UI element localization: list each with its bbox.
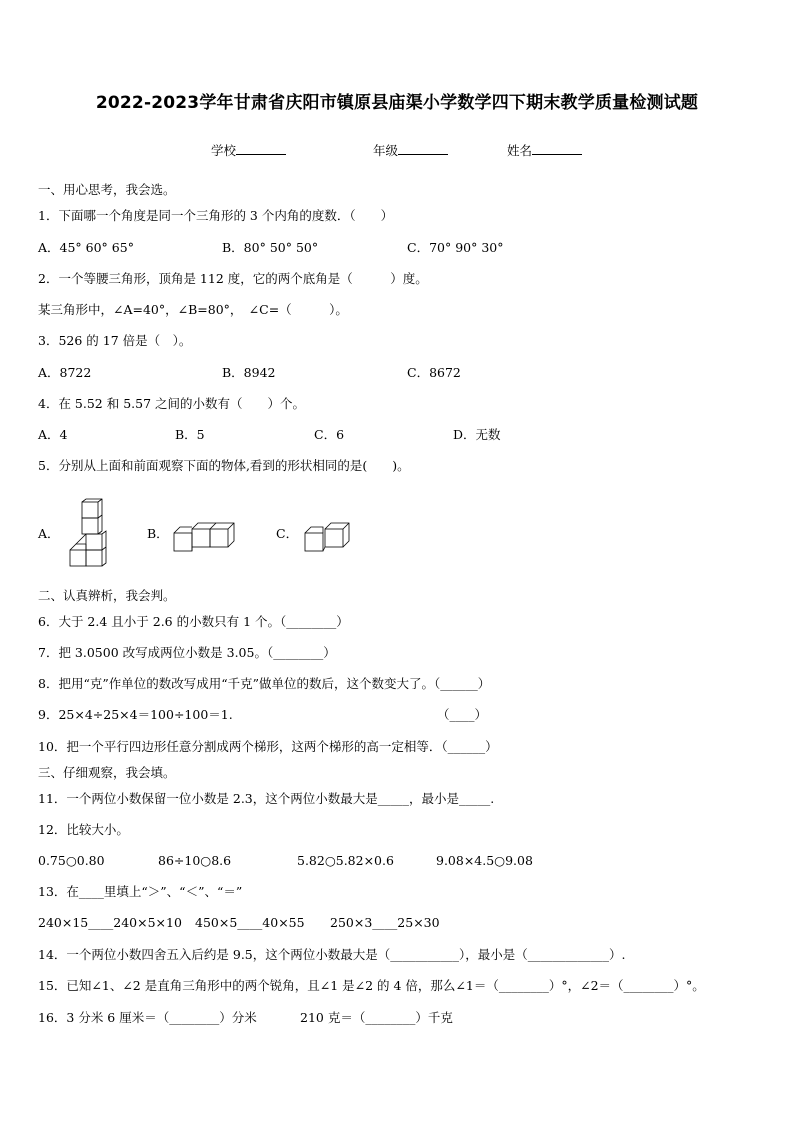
q5-figure-b-cubes	[172, 518, 240, 554]
q12-item: 9.08×4.5○9.08	[436, 853, 533, 868]
question-12: 12．比较大小。	[38, 822, 129, 837]
question-14: 14．一个两位小数四舍五入后约是 9.5，这个两位小数最大是（___________），最小是（_____________）.	[38, 947, 626, 962]
question-11: 11．一个两位小数保留一位小数是 2.3，这个两位小数最大是_____，最小是_____.	[38, 791, 495, 806]
grade-field	[373, 142, 448, 159]
question-7: 7．把 3.0500 改写成两位小数是 3.05。（________）	[38, 645, 336, 660]
question-16-b: 210 克＝（________）千克	[300, 1010, 453, 1025]
question-10: 10．把一个平行四边形任意分割成两个梯形，这两个梯形的高一定相等．（______）	[38, 739, 498, 754]
q5-figure-c-cubes	[303, 518, 355, 554]
q3-option-b: B．8942	[222, 365, 276, 380]
school-field	[211, 142, 286, 159]
section-1-heading: 一、用心思考，我会选。	[38, 182, 176, 197]
q4-option-d: D．无数	[453, 427, 501, 442]
q4-option-a: A．4	[38, 427, 68, 442]
q12-item: 0.75○0.80	[38, 853, 105, 868]
q5-option-a-label: A．	[38, 526, 60, 541]
question-2-sub: 某三角形中，∠A=40°，∠B=80°， ∠C=（ ）。	[38, 302, 348, 317]
question-2: 2．一个等腰三角形，顶角是 112 度，它的两个底角是（ ）度。	[38, 271, 428, 286]
q1-option-c: C．70° 90° 30°	[407, 240, 504, 255]
q13-item: 450×5____40×55	[195, 915, 305, 930]
page-title: 2022-2023学年甘肃省庆阳市镇原县庙渠小学数学四下期末教学质量检测试题	[95, 93, 699, 113]
q12-item: 86÷10○8.6	[158, 853, 232, 868]
question-4: 4．在 5.52 和 5.57 之间的小数有（ ）个。	[38, 396, 306, 411]
name-label: 姓名	[507, 143, 533, 158]
q4-option-c: C．6	[314, 427, 345, 442]
section-2-heading: 二、认真辨析，我会判。	[38, 588, 176, 603]
q13-item: 250×3____25×30	[330, 915, 440, 930]
question-9: 9．25×4÷25×4＝100÷100＝1.	[38, 707, 233, 722]
name-blank	[532, 142, 582, 155]
section-3-heading: 三、仔细观察，我会填。	[38, 765, 176, 780]
q4-option-b: B．5	[175, 427, 205, 442]
q1-option-a: A．45° 60° 65°	[38, 240, 134, 255]
question-16-a: 16．3 分米 6 厘米＝（________）分米	[38, 1010, 257, 1025]
school-blank	[236, 142, 286, 155]
question-15: 15．已知∠1、∠2 是直角三角形中的两个锐角，且∠1 是∠2 的 4 倍，那么∠1＝（________）°，∠2＝（________）°。	[38, 978, 705, 993]
school-label: 学校	[211, 143, 237, 158]
question-5: 5．分别从上面和前面观察下面的物体,看到的形状相同的是( )。	[38, 458, 410, 473]
q12-item: 5.82○5.82×0.6	[297, 853, 394, 868]
question-3: 3．526 的 17 倍是（ ）。	[38, 333, 192, 348]
q5-figure-a-cubes	[68, 498, 112, 570]
question-6: 6．大于 2.4 且小于 2.6 的小数只有 1 个。（________）	[38, 614, 349, 629]
question-13: 13．在____里填上“＞”、“＜”、“＝”	[38, 884, 243, 899]
grade-label: 年级	[373, 143, 399, 158]
q5-option-c-label: C．	[276, 526, 299, 541]
q3-option-c: C．8672	[407, 365, 461, 380]
question-8: 8．把用“克”作单位的数改写成用“千克”做单位的数后，这个数变大了。（______）	[38, 676, 491, 691]
question-9-blank: （____）	[437, 707, 488, 722]
q13-item: 240×15____240×5×10	[38, 915, 182, 930]
name-field	[507, 142, 582, 159]
q5-option-b-label: B．	[147, 526, 169, 541]
grade-blank	[398, 142, 448, 155]
question-1: 1．下面哪一个角度是同一个三角形的 3 个内角的度数．（ ）	[38, 208, 394, 223]
q3-option-a: A．8722	[38, 365, 92, 380]
q1-option-b: B．80° 50° 50°	[222, 240, 319, 255]
